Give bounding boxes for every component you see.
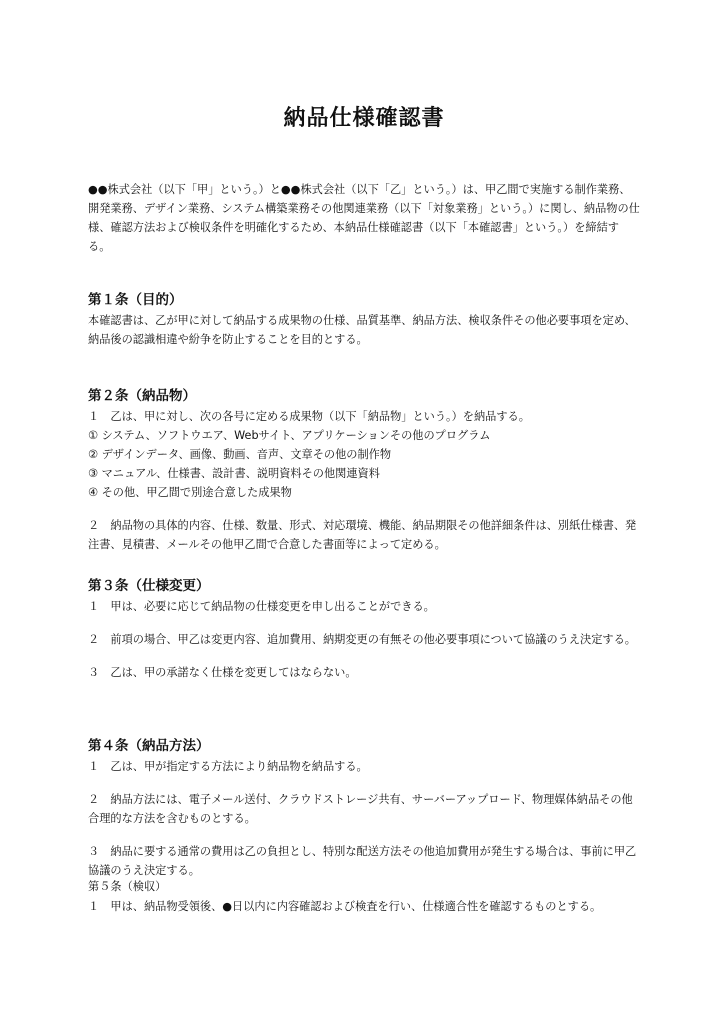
- intro-paragraph: ●●株式会社（以下「甲」という。）と●●株式会社（以下「乙」という。）は、甲乙間で実施する制作業務、開発業務、デザイン業務、システム構築業務その他関連業務（以下「対象業務」という。）に関し、納品物の仕様、確認方法および検収条件を明確化するため、本納品仕様確認書（以下「本確認書」という。）を締結する。: [88, 183, 640, 253]
- article-paragraph: ３ 乙は、甲の承諾なく仕様を変更してはならない。: [88, 666, 357, 679]
- article-heading: 第４条（納品方法）: [88, 738, 210, 754]
- list-item: ④ その他、甲乙間で別途合意した成果物: [88, 486, 292, 499]
- article-5: [88, 878, 640, 916]
- article-paragraph: １ 乙は、甲が指定する方法により納品物を納品する。: [88, 760, 368, 773]
- article-heading: 第１条（目的）: [88, 292, 183, 308]
- article-4: [88, 736, 640, 880]
- article-paragraph: 本確認書は、乙が甲に対して納品する成果物の仕様、品質基準、納品方法、検収条件その他必要事項を定め、納品後の認識相違や紛争を防止することを目的とする。: [88, 314, 636, 346]
- article-paragraph: ２ 納品方法には、電子メール送付、クラウドストレージ共有、サーバーアップロード、物理媒体納品その他合理的な方法を含むものとする。: [88, 793, 633, 825]
- article-2: [88, 386, 640, 554]
- document-title: 納品仕様確認書: [283, 106, 445, 131]
- list-item: ① システム、ソフトウエア、Webサイト、アプリケーションその他のプログラム: [88, 429, 491, 442]
- article-1: [88, 290, 640, 349]
- article-3: [88, 576, 640, 682]
- article-paragraph: １ 甲は、納品物受領後、●日以内に内容確認および検査を行い、仕様適合性を確認するものとする。: [88, 900, 602, 913]
- article-paragraph: １ 乙は、甲に対し、次の各号に定める成果物（以下「納品物」という。）を納品する。: [88, 410, 530, 423]
- article-paragraph: １ 甲は、必要に応じて納品物の仕様変更を申し出ることができる。: [88, 600, 435, 613]
- article-paragraph: ３ 納品に要する通常の費用は乙の負担とし、特別な配送方法その他追加費用が発生する場合は、事前に甲乙協議のうえ決定する。: [88, 845, 637, 877]
- article-heading: 第５条（検収）: [88, 880, 167, 893]
- list-item: ② デザインデータ、画像、動画、音声、文章その他の制作物: [88, 448, 392, 461]
- article-paragraph: ２ 納品物の具体的内容、仕様、数量、形式、対応環境、機能、納品期限その他詳細条件は、別紙仕様書、発注書、見積書、メールその他甲乙間で合意した書面等によって定める。: [88, 519, 637, 551]
- article-heading: 第３条（仕様変更）: [88, 578, 210, 594]
- list-item: ③ マニュアル、仕様書、設計書、説明資料その他関連資料: [88, 467, 380, 480]
- article-paragraph: ２ 前項の場合、甲乙は変更内容、追加費用、納期変更の有無その他必要事項について協議のうえ決定する。: [88, 633, 636, 646]
- article-heading: 第２条（納品物）: [88, 388, 196, 404]
